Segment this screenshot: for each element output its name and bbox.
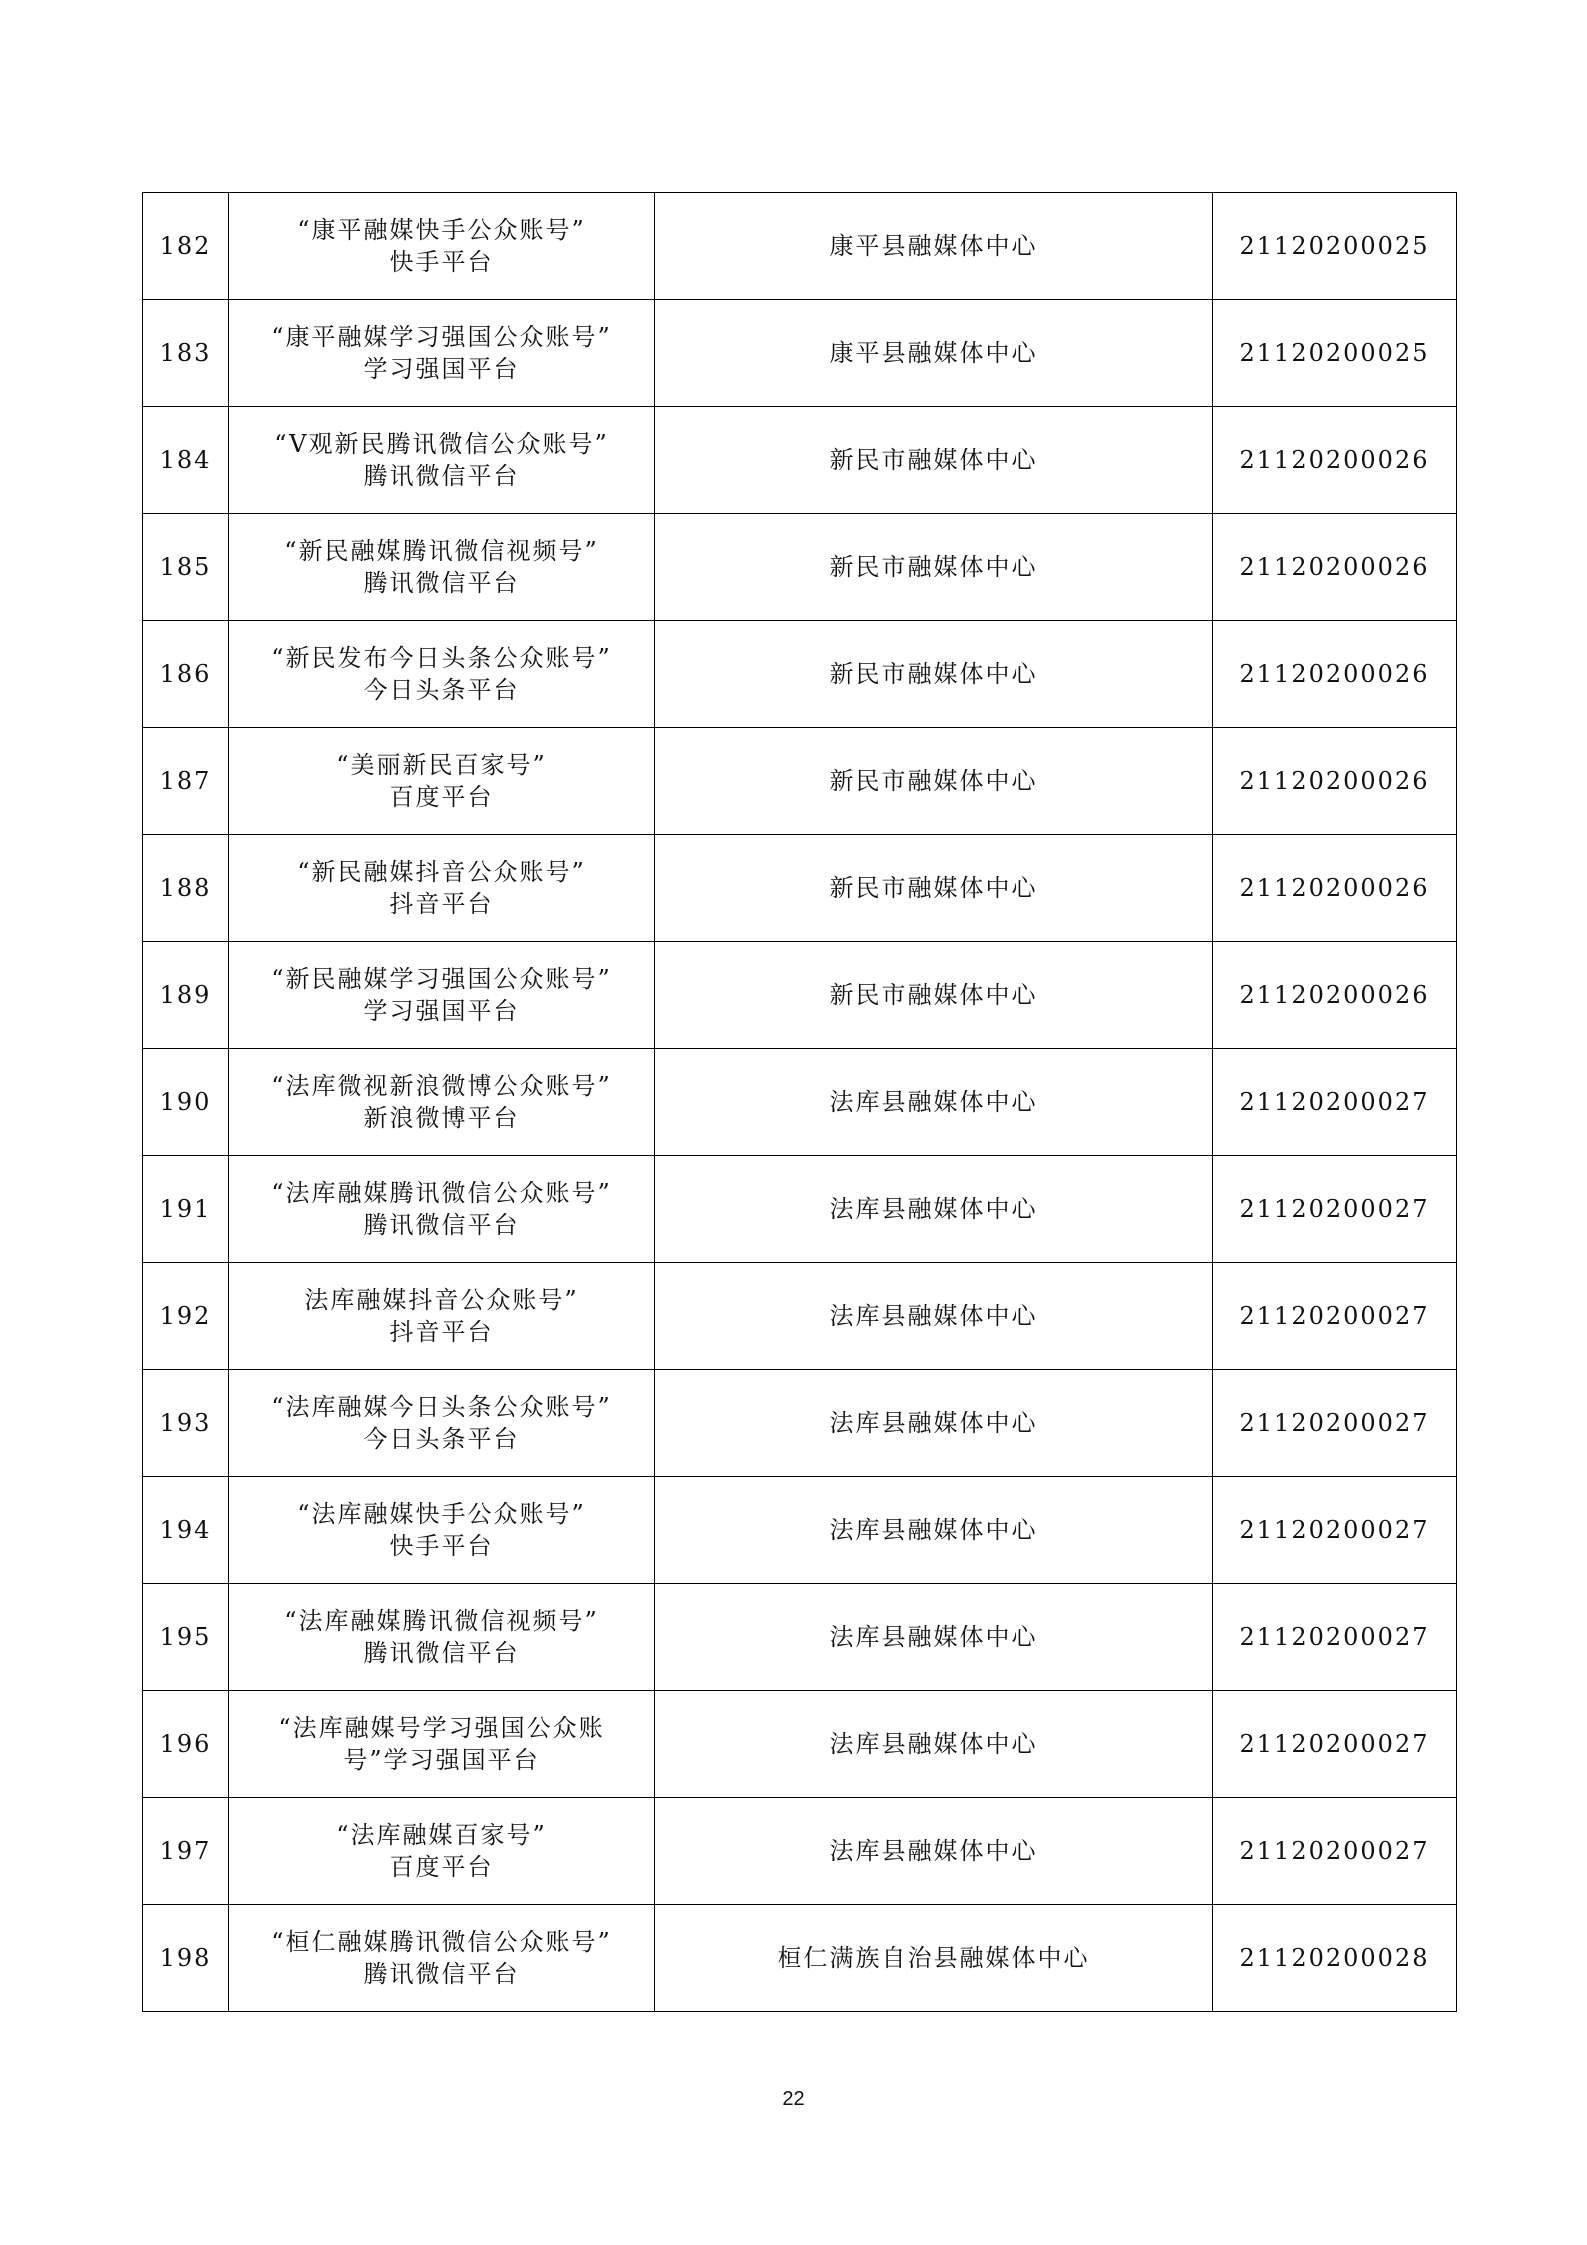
account-name-cell <box>229 300 655 407</box>
row-number: 192 <box>143 1263 229 1370</box>
platform-name: 新浪微博平台 <box>363 1104 520 1132</box>
account-name: “法库融媒快手公众账号” <box>297 1499 586 1528</box>
account-name-cell <box>229 1691 655 1798</box>
license-code: 21120200027 <box>1213 1477 1457 1584</box>
table-row <box>143 193 1457 300</box>
table-row <box>143 1049 1457 1156</box>
account-name: “新民融媒抖音公众账号” <box>297 857 586 886</box>
table-row <box>143 300 1457 407</box>
organization-name: 康平县融媒体中心 <box>655 300 1213 407</box>
table-row <box>143 407 1457 514</box>
row-number: 185 <box>143 514 229 621</box>
table-row <box>143 1584 1457 1691</box>
platform-name: 学习强国平台 <box>363 355 520 383</box>
license-code: 21120200027 <box>1213 1263 1457 1370</box>
platform-name: 快手平台 <box>389 1532 494 1560</box>
organization-name: 康平县融媒体中心 <box>655 193 1213 300</box>
license-code: 21120200026 <box>1213 514 1457 621</box>
row-number: 183 <box>143 300 229 407</box>
organization-name: 桓仁满族自治县融媒体中心 <box>655 1905 1213 2012</box>
table-row <box>143 1156 1457 1263</box>
registry-table-body <box>143 193 1457 2012</box>
account-name-cell <box>229 1477 655 1584</box>
platform-name: 百度平台 <box>389 783 494 811</box>
organization-name: 法库县融媒体中心 <box>655 1263 1213 1370</box>
row-number: 191 <box>143 1156 229 1263</box>
table-row <box>143 1370 1457 1477</box>
table-row <box>143 1798 1457 1905</box>
table-row <box>143 1691 1457 1798</box>
platform-name: 腾讯微信平台 <box>363 462 520 490</box>
account-name: “新民融媒学习强国公众账号” <box>271 964 612 993</box>
account-name: “法库融媒腾讯微信视频号” <box>284 1606 599 1635</box>
account-name: “法库融媒百家号” <box>336 1820 547 1849</box>
platform-name: 腾讯微信平台 <box>363 1639 520 1667</box>
table-row <box>143 728 1457 835</box>
row-number: 193 <box>143 1370 229 1477</box>
organization-name: 法库县融媒体中心 <box>655 1798 1213 1905</box>
platform-name: 抖音平台 <box>389 1318 494 1346</box>
account-name-cell <box>229 621 655 728</box>
license-code: 21120200027 <box>1213 1156 1457 1263</box>
registry-table <box>142 192 1457 2012</box>
page-number: 22 <box>782 2088 805 2110</box>
account-name-cell <box>229 835 655 942</box>
license-code: 21120200027 <box>1213 1584 1457 1691</box>
platform-name: 快手平台 <box>389 248 494 276</box>
row-number: 198 <box>143 1905 229 2012</box>
platform-name: 抖音平台 <box>389 890 494 918</box>
license-code: 21120200028 <box>1213 1905 1457 2012</box>
account-name: “康平融媒学习强国公众账号” <box>271 322 612 351</box>
license-code: 21120200026 <box>1213 621 1457 728</box>
account-name-cell <box>229 407 655 514</box>
account-name-cell <box>229 1156 655 1263</box>
organization-name: 新民市融媒体中心 <box>655 835 1213 942</box>
license-code: 21120200026 <box>1213 407 1457 514</box>
organization-name: 法库县融媒体中心 <box>655 1477 1213 1584</box>
account-name-cell <box>229 193 655 300</box>
organization-name: 法库县融媒体中心 <box>655 1370 1213 1477</box>
license-code: 21120200027 <box>1213 1049 1457 1156</box>
organization-name: 法库县融媒体中心 <box>655 1156 1213 1263</box>
table-row <box>143 621 1457 728</box>
account-name-cell <box>229 1584 655 1691</box>
account-name: “新民发布今日头条公众账号” <box>271 643 612 672</box>
account-name-cell <box>229 1263 655 1370</box>
table-row <box>143 942 1457 1049</box>
row-number: 182 <box>143 193 229 300</box>
row-number: 189 <box>143 942 229 1049</box>
platform-name: 腾讯微信平台 <box>363 569 520 597</box>
table-row <box>143 1263 1457 1370</box>
account-name-cell <box>229 1905 655 2012</box>
table-row <box>143 514 1457 621</box>
account-name-cell <box>229 942 655 1049</box>
license-code: 21120200026 <box>1213 728 1457 835</box>
account-name-cell <box>229 1798 655 1905</box>
row-number: 197 <box>143 1798 229 1905</box>
organization-name: 新民市融媒体中心 <box>655 407 1213 514</box>
account-name-cell <box>229 728 655 835</box>
license-code: 21120200027 <box>1213 1798 1457 1905</box>
organization-name: 法库县融媒体中心 <box>655 1691 1213 1798</box>
table-row <box>143 835 1457 942</box>
organization-name: 法库县融媒体中心 <box>655 1584 1213 1691</box>
license-code: 21120200026 <box>1213 835 1457 942</box>
platform-name: 腾讯微信平台 <box>363 1211 520 1239</box>
platform-name: 号”学习强国平台 <box>343 1746 540 1774</box>
platform-name: 学习强国平台 <box>363 997 520 1025</box>
account-name: “法库微视新浪微博公众账号” <box>271 1071 612 1100</box>
organization-name: 新民市融媒体中心 <box>655 514 1213 621</box>
account-name: “美丽新民百家号” <box>336 750 547 779</box>
platform-name: 腾讯微信平台 <box>363 1960 520 1988</box>
account-name-cell <box>229 1370 655 1477</box>
account-name: “桓仁融媒腾讯微信公众账号” <box>271 1927 612 1956</box>
account-name: “新民融媒腾讯微信视频号” <box>284 536 599 565</box>
row-number: 190 <box>143 1049 229 1156</box>
table-row <box>143 1905 1457 2012</box>
account-name: “法库融媒号学习强国公众账 <box>278 1713 605 1742</box>
organization-name: 新民市融媒体中心 <box>655 728 1213 835</box>
row-number: 196 <box>143 1691 229 1798</box>
platform-name: 今日头条平台 <box>363 676 520 704</box>
platform-name: 百度平台 <box>389 1853 494 1881</box>
license-code: 21120200025 <box>1213 300 1457 407</box>
row-number: 184 <box>143 407 229 514</box>
license-code: 21120200026 <box>1213 942 1457 1049</box>
account-name: “V观新民腾讯微信公众账号” <box>274 429 609 458</box>
account-name-cell <box>229 514 655 621</box>
account-name: “康平融媒快手公众账号” <box>297 215 586 244</box>
organization-name: 新民市融媒体中心 <box>655 621 1213 728</box>
account-name-cell <box>229 1049 655 1156</box>
account-name: 法库融媒抖音公众账号” <box>304 1285 579 1314</box>
account-name: “法库融媒今日头条公众账号” <box>271 1392 612 1421</box>
row-number: 186 <box>143 621 229 728</box>
license-code: 21120200027 <box>1213 1691 1457 1798</box>
license-code: 21120200027 <box>1213 1370 1457 1477</box>
organization-name: 新民市融媒体中心 <box>655 942 1213 1049</box>
row-number: 195 <box>143 1584 229 1691</box>
account-name: “法库融媒腾讯微信公众账号” <box>271 1178 612 1207</box>
row-number: 194 <box>143 1477 229 1584</box>
row-number: 187 <box>143 728 229 835</box>
row-number: 188 <box>143 835 229 942</box>
platform-name: 今日头条平台 <box>363 1425 520 1453</box>
license-code: 21120200025 <box>1213 193 1457 300</box>
table-row <box>143 1477 1457 1584</box>
organization-name: 法库县融媒体中心 <box>655 1049 1213 1156</box>
